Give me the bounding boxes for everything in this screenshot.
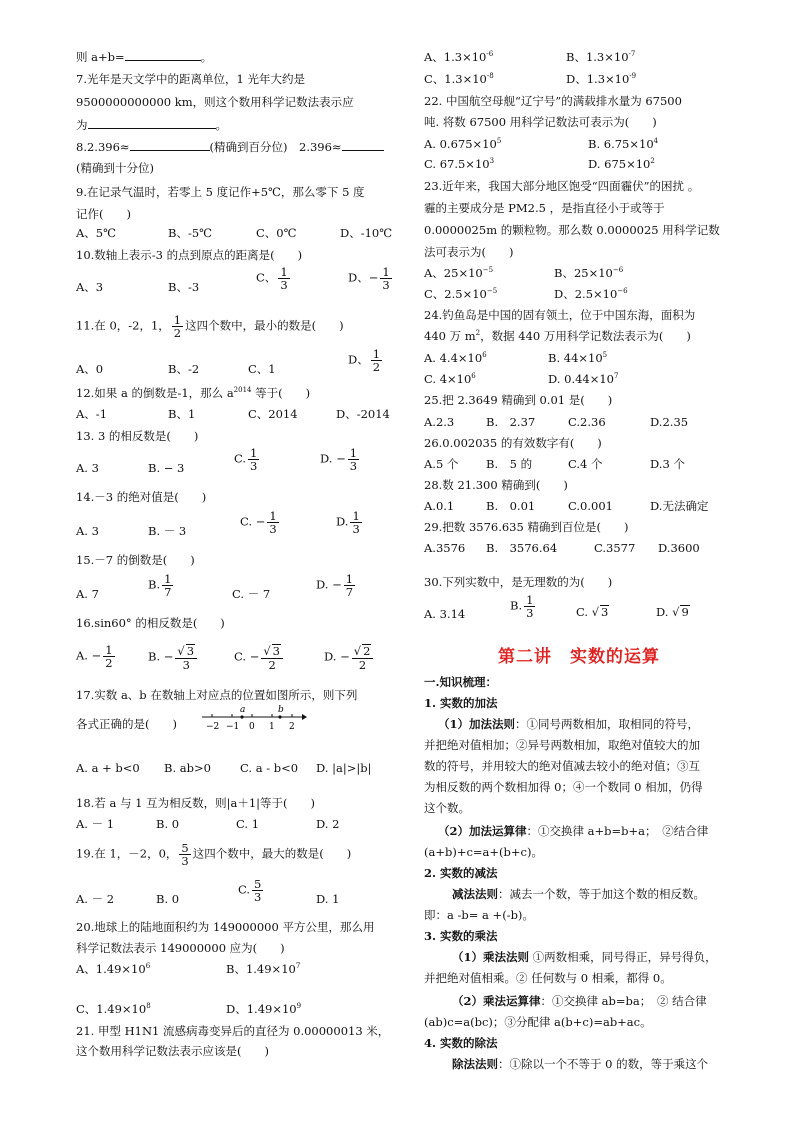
- q8-line1: 8.2.396≈ (精确到百分位) 2.396≈: [76, 140, 384, 155]
- fraction: $\frac{1}{2}$: [173, 313, 182, 340]
- q17-option-c: C. a - b<0: [240, 761, 299, 775]
- q16-option-b: B. − $\frac{√ 3}{3}$: [148, 644, 199, 671]
- tick-label-1: 1: [269, 722, 275, 732]
- q21-option-c: C、$1.3\times 10^{-8}$: [424, 72, 494, 86]
- q24-option-d: D. $0.44\times 10^7$: [548, 372, 619, 386]
- q9-line2: 记作( ): [76, 207, 131, 221]
- multiplication-rule-line2: 并把绝对值相乘。② 任何数与 0 相乘，都得 0。: [424, 971, 672, 985]
- fraction: $\frac{1}{3}$: [250, 446, 258, 473]
- q22-option-c: C. $67.5\times 10^3$: [424, 157, 495, 171]
- q16-option-c: C. − $\frac{√ 3}{2}$: [234, 644, 285, 671]
- q12-option-b: B、1: [168, 407, 196, 421]
- q25-option-b: B. 2.37: [486, 415, 536, 429]
- q30-option-c: C. √ 3: [576, 605, 609, 619]
- q25-option-c: C.2.36: [568, 415, 606, 429]
- q20-line1: 20.地球上的陆地面积约为 149000000 平方公里，那么用: [76, 920, 375, 934]
- q19-option-a: A. － 2: [76, 892, 115, 906]
- addition-rule-line2: 并把绝对值相加；②异号两数相加，取绝对值较大的加: [424, 738, 700, 752]
- q12-option-a: A、-1: [76, 407, 108, 421]
- q10-option-b: B、-3: [168, 280, 200, 294]
- q11-option-a: A、0: [76, 362, 104, 376]
- q26-option-c: C.4 个: [568, 457, 603, 471]
- q22-line2: 吨. 将数 67500 用科学记数法可表示为( ): [424, 115, 657, 129]
- q17-option-b: B. ab>0: [164, 761, 211, 775]
- q9-option-a: A、5℃: [76, 226, 116, 240]
- line-continuation: 则 a+b= 。: [76, 50, 213, 64]
- q9-option-b: B、-5℃: [168, 226, 213, 240]
- q28-option-c: C.0.001: [568, 499, 613, 513]
- q18-stem: 18.若 a 与 1 互为相反数，则|a＋1|等于( ): [76, 796, 315, 810]
- q12-option-d: D、-2014: [336, 407, 390, 421]
- q26-stem: 26.0.002035 的有效数字有( ): [424, 436, 602, 450]
- q16-stem: 16.sin60° 的相反数是( ): [76, 616, 225, 630]
- addition-rule-line3: 数的符号，并用较大的绝对值减去较小的绝对值；③互: [424, 759, 700, 773]
- q28-option-a: A.0.1: [424, 499, 455, 513]
- q12-stem: 12.如果 a 的倒数是-1，那么 $a^{2014}$ 等于( ): [76, 386, 311, 400]
- label-a: a: [240, 705, 246, 715]
- q17-option-d: D. |a|>|b|: [316, 761, 372, 775]
- q15-option-d: D. − $\frac{1}{7}$: [316, 572, 354, 599]
- q8-line2: (精确到十分位): [76, 161, 154, 175]
- q15-option-b: B. $\frac{1}{7}$: [148, 572, 172, 599]
- q18-option-c: C. 1: [236, 817, 260, 831]
- multiplication-rule-line1: （1）乘法法则 ①两数相乘，同号得正，异号得负，: [452, 950, 717, 964]
- multiplication-law-line1: （2）乘法运算律：①交换律 ab=ba； ② 结合律: [452, 994, 707, 1008]
- q11-option-b: B、-2: [168, 362, 200, 376]
- q28-option-b: B. 0.01: [486, 499, 536, 513]
- q26-option-a: A.5 个: [424, 457, 459, 471]
- q11-option-c: C、1: [248, 362, 276, 376]
- q23-option-c: C、$2.5\times 10^{-5}$: [424, 287, 498, 301]
- point-b: [278, 715, 281, 718]
- q10-option-d: D、− $\frac{1}{3}$: [348, 265, 390, 292]
- q9-line1: 9.在记录气温时，若零上 5 度记作+5℃，那么零下 5 度: [76, 185, 365, 199]
- tick-label-0: 0: [249, 722, 255, 732]
- multiplication-law-line2: (ab)c=a(bc)；③分配律 a(b+c)=ab+ac。: [424, 1015, 652, 1029]
- q14-stem: 14.－3 的绝对值是( ): [76, 490, 207, 504]
- q13-option-a: A. 3: [76, 461, 99, 475]
- q29-option-d: D.3600: [658, 541, 700, 555]
- q30-stem: 30.下列实数中，是无理数的为( ): [424, 575, 613, 589]
- fraction: $\frac{1}{3}$: [526, 593, 534, 620]
- q24-line2: 440 万 $m^2$，数据 440 万用科学记数法表示为( ): [424, 329, 691, 343]
- point-a: [240, 715, 243, 718]
- q18-option-d: D. 2: [316, 817, 340, 831]
- q18-option-a: A. － 1: [76, 817, 115, 831]
- fraction: $\frac{1}{3}$: [280, 265, 288, 292]
- q29-option-b: B. 3576.64: [486, 541, 558, 555]
- q17-line1: 17.实数 a、b 在数轴上对应点的位置如图所示，则下列: [76, 688, 358, 702]
- q9-option-c: C、0℃: [256, 226, 297, 240]
- q26-option-d: D.3 个: [650, 457, 685, 471]
- q14-option-c: C. − $\frac{1}{3}$: [240, 509, 277, 536]
- division-heading: 4. 实数的除法: [424, 1036, 498, 1050]
- subtraction-rule-line2: 即：a -b= a +(-b)。: [424, 908, 534, 922]
- q28-stem: 28.数 21.300 精确到( ): [424, 478, 568, 492]
- q24-line1: 24.钓鱼岛是中国的固有领土，位于中国东海，面积为: [424, 308, 696, 322]
- q23-line2: 霾的主要成分是 PM2.5 ，是指直径小于或等于: [424, 201, 665, 215]
- tick-label-2: 2: [289, 722, 295, 732]
- addition-heading: 1. 实数的加法: [424, 696, 498, 710]
- q26-option-b: B. 5 的: [486, 457, 533, 471]
- q14-option-a: A. 3: [76, 524, 99, 538]
- subtraction-rule-line1: 减法法则：减去一个数，等于加这个数的相反数。: [452, 887, 705, 901]
- q23-option-a: A、$25\times 10^{-5}$: [424, 266, 494, 280]
- q29-stem: 29.把数 3576.635 精确到百位是( ): [424, 520, 629, 534]
- fraction: $\frac{1}{7}$: [345, 572, 354, 599]
- q20-option-d: D、$1.49\times 10^9$: [226, 1002, 302, 1016]
- knowledge-heading: 一.知识梳理：: [424, 675, 498, 689]
- q24-option-c: C. $4\times 10^6$: [424, 372, 476, 386]
- q13-option-d: D. − $\frac{1}{3}$: [320, 446, 358, 473]
- q25-option-d: D.2.35: [650, 415, 689, 429]
- q18-option-b: B. 0: [156, 817, 180, 831]
- fraction: $\frac{√ 2}{2}$: [352, 644, 374, 671]
- q30-option-b: B. $\frac{1}{3}$: [510, 593, 534, 620]
- multiplication-heading: 3. 实数的乘法: [424, 929, 498, 943]
- q20-line2: 科学记数法表示 149000000 应为( ): [76, 941, 285, 955]
- q17-option-a: A. a + b<0: [76, 761, 140, 775]
- q19-stem: 19.在 1，－2，0， $\frac{5}{3}$ 这四个数中，最大的数是( ): [76, 841, 352, 868]
- fraction: $\frac{√ 3}{3}$: [175, 644, 197, 671]
- q7-line1: 7.光年是天文学中的距离单位，1 光年大约是: [76, 72, 305, 86]
- q22-option-a: A. $0.675\times 10^5$: [424, 137, 502, 151]
- q15-stem: 15.－7 的倒数是( ): [76, 553, 195, 567]
- section-title: 第二讲 实数的运算: [498, 647, 660, 667]
- addition-rule-line4: 为相反数的两个数相加得 0；④一个数同 0 相加，仍得: [424, 780, 703, 794]
- fraction: $\frac{√ 3}{2}$: [261, 644, 283, 671]
- q19-option-c: C. $\frac{5}{3}$: [238, 877, 262, 904]
- q21-line2: 这个数用科学记数法表示应该是( ): [76, 1044, 269, 1058]
- q13-option-c: C. $\frac{1}{3}$: [234, 446, 258, 473]
- division-rule-line1: 除法法则：①除以一个不等于 0 的数，等于乘这个: [452, 1057, 709, 1071]
- fraction: $\frac{1}{3}$: [349, 446, 358, 473]
- fraction: $\frac{5}{3}$: [181, 841, 189, 868]
- subtraction-heading: 2. 实数的减法: [424, 866, 498, 880]
- q11-option-d: D、 $\frac{1}{2}$: [348, 347, 381, 374]
- fraction: $\frac{1}{3}$: [269, 509, 277, 536]
- q22-option-b: B. $6.75\times 10^4$: [588, 137, 659, 151]
- q16-option-a: A. − $\frac{1}{2}$: [76, 643, 113, 670]
- tick-label-neg2: −2: [206, 722, 220, 732]
- q20-option-a: A、$1.49\times 10^6$: [76, 962, 151, 976]
- q12-option-c: C、2014: [248, 407, 298, 421]
- q23-option-b: B、$25\times 10^{-6}$: [554, 266, 624, 280]
- q23-line1: 23.近年来，我国大部分地区饱受“四面霾伏”的困扰 。: [424, 179, 700, 193]
- q10-option-c: C、 $\frac{1}{3}$: [256, 265, 288, 292]
- q22-option-d: D. $675\times 10^2$: [588, 157, 655, 171]
- addition-rule-line5: 这个数。: [424, 801, 470, 815]
- q29-option-a: A.3576: [424, 541, 466, 555]
- q29-option-c: C.3577: [594, 541, 636, 555]
- q13-option-b: B. − 3: [148, 461, 185, 475]
- q20-option-b: B、$1.49\times 10^7$: [226, 962, 301, 976]
- tick-label-neg1: −1: [226, 722, 240, 732]
- q24-option-b: B. $44\times 10^5$: [548, 351, 608, 365]
- q19-option-b: B. 0: [156, 892, 180, 906]
- q23-option-d: D、$2.5\times 10^{-6}$: [554, 287, 628, 301]
- q7-line2: 9500000000000 km，则这个数用科学记数法表示应: [76, 95, 354, 109]
- q30-option-d: D. √ 9: [656, 605, 689, 619]
- q20-option-c: C、$1.49\times 10^8$: [76, 1002, 151, 1016]
- fraction: $\frac{1}{2}$: [372, 347, 381, 374]
- fraction: $\frac{1}{3}$: [352, 509, 360, 536]
- q30-option-a: A. 3.14: [424, 607, 466, 621]
- q23-line4: 法可表示为( ): [424, 245, 514, 259]
- q21-option-a: A、$1.3\times 10^{-6}$: [424, 50, 494, 64]
- q10-stem: 10.数轴上表示-3 的点到原点的距离是( ): [76, 248, 303, 262]
- q9-option-d: D、-10℃: [340, 226, 393, 240]
- q15-option-c: C. － 7: [232, 587, 271, 601]
- fraction: $\frac{1}{7}$: [164, 572, 172, 599]
- q16-option-d: D. − $\frac{√ 2}{2}$: [324, 644, 375, 671]
- q21-option-d: D、$1.3\times 10^{-9}$: [566, 72, 637, 86]
- q15-option-a: A. 7: [76, 587, 99, 601]
- q7-line3: 为 。: [76, 118, 227, 132]
- q21-option-b: B、$1.3\times 10^{-7}$: [566, 50, 636, 64]
- q14-option-d: D. $\frac{1}{3}$: [336, 509, 360, 536]
- addition-law-line2: (a+b)+c=a+(b+c)。: [424, 845, 543, 859]
- q17-line2: 各式正确的是( ): [76, 717, 177, 731]
- fraction: $\frac{1}{3}$: [382, 265, 390, 292]
- q10-option-a: A、3: [76, 280, 104, 294]
- q11-stem: 11.在 0，-2，1， $\frac{1}{2}$ 这四个数中，最小的数是( ): [76, 313, 344, 340]
- fraction: $\frac{5}{3}$: [254, 877, 262, 904]
- q25-stem: 25.把 2.3649 精确到 0.01 是( ): [424, 393, 613, 407]
- q25-option-a: A.2.3: [424, 415, 455, 429]
- q14-option-b: B. － 3: [148, 524, 187, 538]
- number-line-figure: [200, 702, 308, 732]
- q13-stem: 13. 3 的相反数是( ): [76, 429, 199, 443]
- q21-line1: 21. 甲型 H1N1 流感病毒变异后的直径为 0.00000013 米，: [76, 1024, 390, 1038]
- addition-law-line1: （2）加法运算律：①交换律 a+b=b+a； ②结合律: [438, 824, 709, 838]
- fraction: $\frac{1}{2}$: [105, 643, 113, 670]
- q23-line3: 0.0000025m 的颗粒物。那么数 0.0000025 用科学记数: [424, 223, 720, 237]
- addition-rule-line1: （1）加法法则：①同号两数相加，取相同的符号，: [438, 717, 700, 731]
- q24-option-a: A. $4.4\times 10^6$: [424, 351, 487, 365]
- number-line-arrow: [302, 714, 307, 720]
- q22-line1: 22. 中国航空母舰“辽宁号”的满载排水量为 67500: [424, 94, 682, 108]
- label-b: b: [278, 705, 284, 715]
- q19-option-d: D. 1: [316, 892, 340, 906]
- q28-option-d: D.无法确定: [650, 499, 709, 513]
